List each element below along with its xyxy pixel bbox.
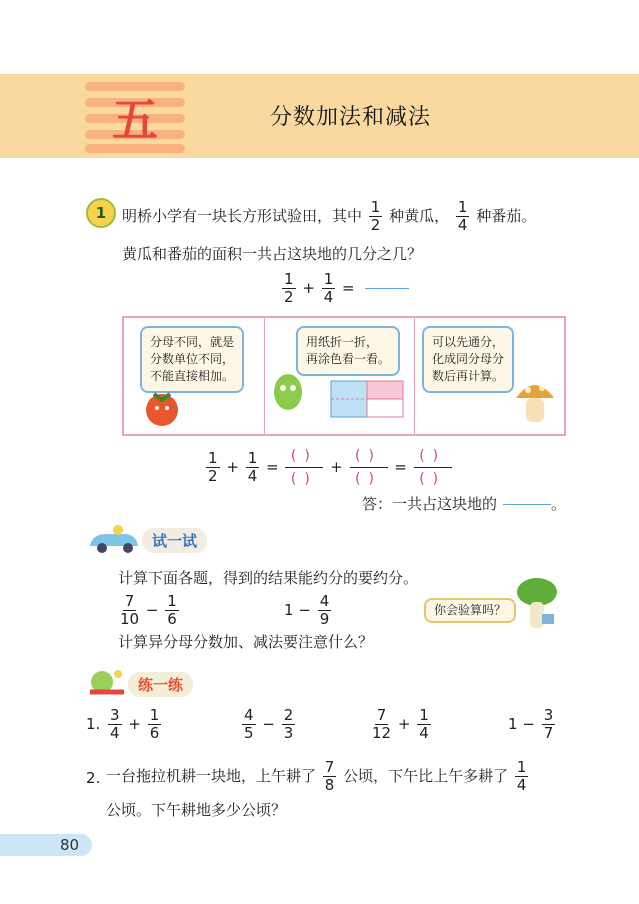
- mushroom-character-icon: [512, 376, 558, 428]
- speech-bubble-right: 可以先通分， 化成同分母分 数后再计算。: [422, 326, 514, 393]
- try-exercise-1: $\frac{7}{10}$ − $\frac{1}{6}$: [120, 592, 177, 628]
- fraction: $\frac{1}{4}$: [457, 198, 468, 234]
- pepper-character-icon: [270, 364, 306, 416]
- unit-number: 五: [112, 93, 158, 147]
- question-1-number: 1.: [86, 715, 101, 733]
- practice-exercise-1: $\frac{3}{4}$ + $\frac{1}{6}$: [110, 706, 160, 742]
- snail-icon: [84, 666, 130, 696]
- question-2-number: 2.: [86, 769, 101, 787]
- page-number: 80: [60, 836, 80, 854]
- question-2-line-1: 一台拖拉机耕一块地，上午耕了 $\frac{7}{8}$ 公顷，下午比上午多耕了 $\frac{1}{4}$: [106, 758, 527, 794]
- try-exercise-2: 1 − $\frac{4}{9}$: [284, 592, 330, 628]
- example-line-2: 黄瓜和番茄的面积一共占这块地的几分之几？: [122, 245, 423, 263]
- practice-exercise-2: $\frac{4}{5}$ − $\frac{2}{3}$: [244, 706, 294, 742]
- practice-label: 练一练: [128, 672, 193, 697]
- question-2-line-2: 公顷。下午耕地多少公顷？: [106, 801, 287, 819]
- unit-badge: [85, 78, 185, 152]
- fraction: $\frac{1}{2}$: [370, 198, 381, 234]
- speech-bubble-left: 分母不同，就是 分数单位不同， 不能直接相加。: [140, 326, 244, 393]
- try-instruction: 计算下面各题，得到的结果能约分的要约分。: [118, 569, 419, 587]
- try-question: 计算异分母分数加、减法要注意什么？: [118, 633, 374, 651]
- answer-blank[interactable]: [365, 288, 409, 289]
- general-equation: $\frac{1}{2}$ + $\frac{1}{4}$ = () () + () () = () (): [204, 446, 454, 489]
- example-equation: $\frac{1}{2}$ + $\frac{1}{4}$ =: [280, 272, 409, 305]
- unit-title: 分数加法和减法: [270, 105, 432, 130]
- fill-in-fraction[interactable]: () (): [285, 446, 323, 489]
- example-line-1: 明桥小学有一块长方形试验田，其中 $\frac{1}{2}$ 种黄瓜， $\frac{1}{4}$ 种番茄。: [122, 198, 537, 234]
- answer-blank[interactable]: [503, 504, 551, 505]
- discussion-panel: [122, 316, 566, 436]
- check-bubble: 你会验算吗？: [424, 598, 516, 623]
- practice-exercise-4: 1 − $\frac{3}{7}$: [508, 706, 554, 742]
- speech-bubble-middle: 用纸折一折， 再涂色看一看。: [296, 326, 400, 376]
- practice-exercise-3: $\frac{7}{12}$ + $\frac{1}{4}$: [372, 706, 429, 742]
- fill-in-fraction[interactable]: () (): [414, 446, 452, 489]
- tomato-character-icon: [136, 384, 188, 428]
- vegetable-character-icon: [512, 576, 562, 636]
- try-it-label: 试一试: [142, 528, 207, 553]
- answer-line: 答：一共占这块地的 。: [362, 495, 567, 513]
- folded-paper-diagram: [330, 380, 404, 418]
- car-icon: [86, 524, 142, 554]
- fill-in-fraction[interactable]: () (): [350, 446, 388, 489]
- example-number: 1: [86, 198, 116, 228]
